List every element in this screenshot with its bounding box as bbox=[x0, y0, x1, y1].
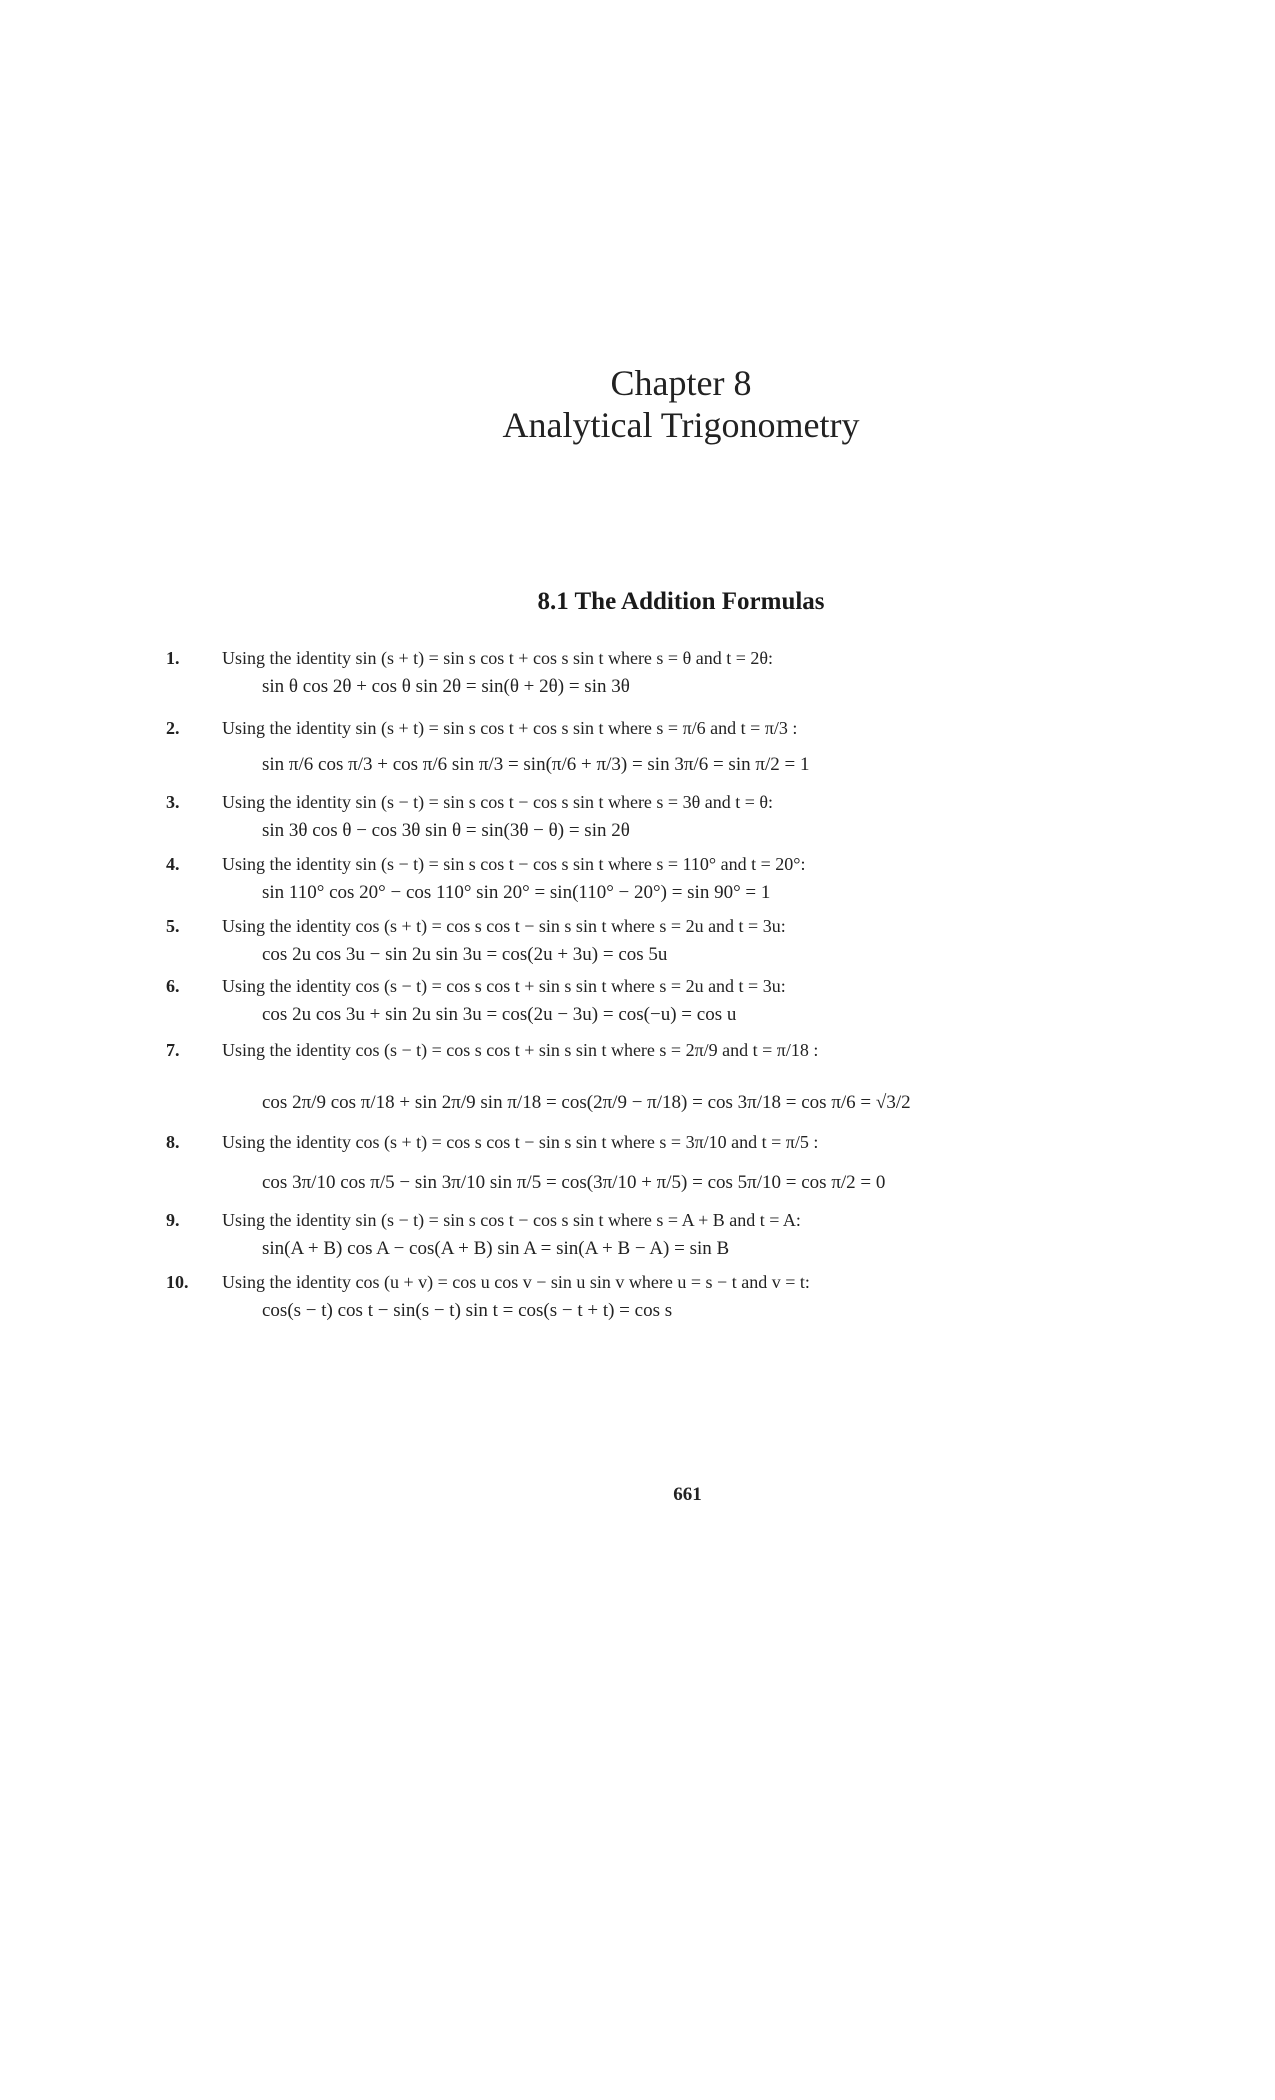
problem-statement: Using the identity cos (s + t) = cos s cos t − sin s sin t where s = 2u and t = 3u: bbox=[222, 916, 786, 936]
problem-statement: Using the identity sin (s − t) = sin s cos t − cos s sin t where s = 3θ and t = θ: bbox=[222, 792, 773, 812]
problem-statement: Using the identity sin (s − t) = sin s cos t − cos s sin t where s = A + B and t = A: bbox=[222, 1210, 801, 1230]
page-number: 661 bbox=[673, 1484, 702, 1505]
problem-number: 7. bbox=[166, 1040, 180, 1060]
problem-statement: Using the identity cos (s − t) = cos s cos t + sin s sin t where s = 2u and t = 3u: bbox=[222, 976, 786, 996]
problem-statement: Using the identity sin (s + t) = sin s cos t + cos s sin t where s = θ and t = 2θ: bbox=[222, 648, 773, 668]
problem-number: 3. bbox=[166, 792, 180, 812]
problem-work: cos 2u cos 3u − sin 2u sin 3u = cos(2u + 3u) = cos 5u bbox=[262, 944, 668, 965]
problem-number: 10. bbox=[166, 1272, 189, 1292]
problem-number: 8. bbox=[166, 1132, 180, 1152]
problem-work: cos 2π/9 cos π/18 + sin 2π/9 sin π/18 = cos(2π/9 − π/18) = cos 3π/18 = cos π/6 = √3/2 bbox=[262, 1092, 911, 1113]
problem-statement: Using the identity cos (u + v) = cos u cos v − sin u sin v where u = s − t and v = t: bbox=[222, 1272, 810, 1292]
chapter-heading bbox=[0, 362, 1275, 446]
problem-work: cos(s − t) cos t − sin(s − t) sin t = cos(s − t + t) = cos s bbox=[262, 1300, 673, 1321]
problem-number: 6. bbox=[166, 976, 180, 996]
problem-work: sin π/6 cos π/3 + cos π/6 sin π/3 = sin(π/6 + π/3) = sin 3π/6 = sin π/2 = 1 bbox=[262, 754, 810, 775]
problem-number: 5. bbox=[166, 916, 180, 936]
problem-work: sin θ cos 2θ + cos θ sin 2θ = sin(θ + 2θ) = sin 3θ bbox=[262, 676, 630, 697]
section-title: 8.1 The Addition Formulas bbox=[537, 588, 825, 615]
problem-work: sin(A + B) cos A − cos(A + B) sin A = sin(A + B − A) = sin B bbox=[262, 1238, 730, 1259]
problem-work: sin 3θ cos θ − cos 3θ sin θ = sin(3θ − θ) = sin 2θ bbox=[262, 820, 630, 841]
problem-number: 2. bbox=[166, 718, 180, 738]
chapter-title: Analytical Trigonometry bbox=[502, 405, 860, 445]
problem-statement: Using the identity cos (s + t) = cos s cos t − sin s sin t where s = 3π/10 and t = π/5 : bbox=[222, 1132, 819, 1152]
chapter-label: Chapter 8 bbox=[610, 363, 752, 403]
problem-number: 1. bbox=[166, 648, 180, 668]
problem-statement: Using the identity cos (s − t) = cos s cos t + sin s sin t where s = 2π/9 and t = π/18 : bbox=[222, 1040, 819, 1060]
problem-work: cos 3π/10 cos π/5 − sin 3π/10 sin π/5 = cos(3π/10 + π/5) = cos 5π/10 = cos π/2 = 0 bbox=[262, 1172, 886, 1193]
problem-statement: Using the identity sin (s − t) = sin s cos t − cos s sin t where s = 110° and t = 20°: bbox=[222, 854, 806, 874]
problem-work: sin 110° cos 20° − cos 110° sin 20° = sin(110° − 20°) = sin 90° = 1 bbox=[262, 882, 771, 903]
problem-statement: Using the identity sin (s + t) = sin s cos t + cos s sin t where s = π/6 and t = π/3 : bbox=[222, 718, 798, 738]
problem-number: 9. bbox=[166, 1210, 180, 1230]
problem-number: 4. bbox=[166, 854, 180, 874]
problem-work: cos 2u cos 3u + sin 2u sin 3u = cos(2u − 3u) = cos(−u) = cos u bbox=[262, 1004, 737, 1025]
